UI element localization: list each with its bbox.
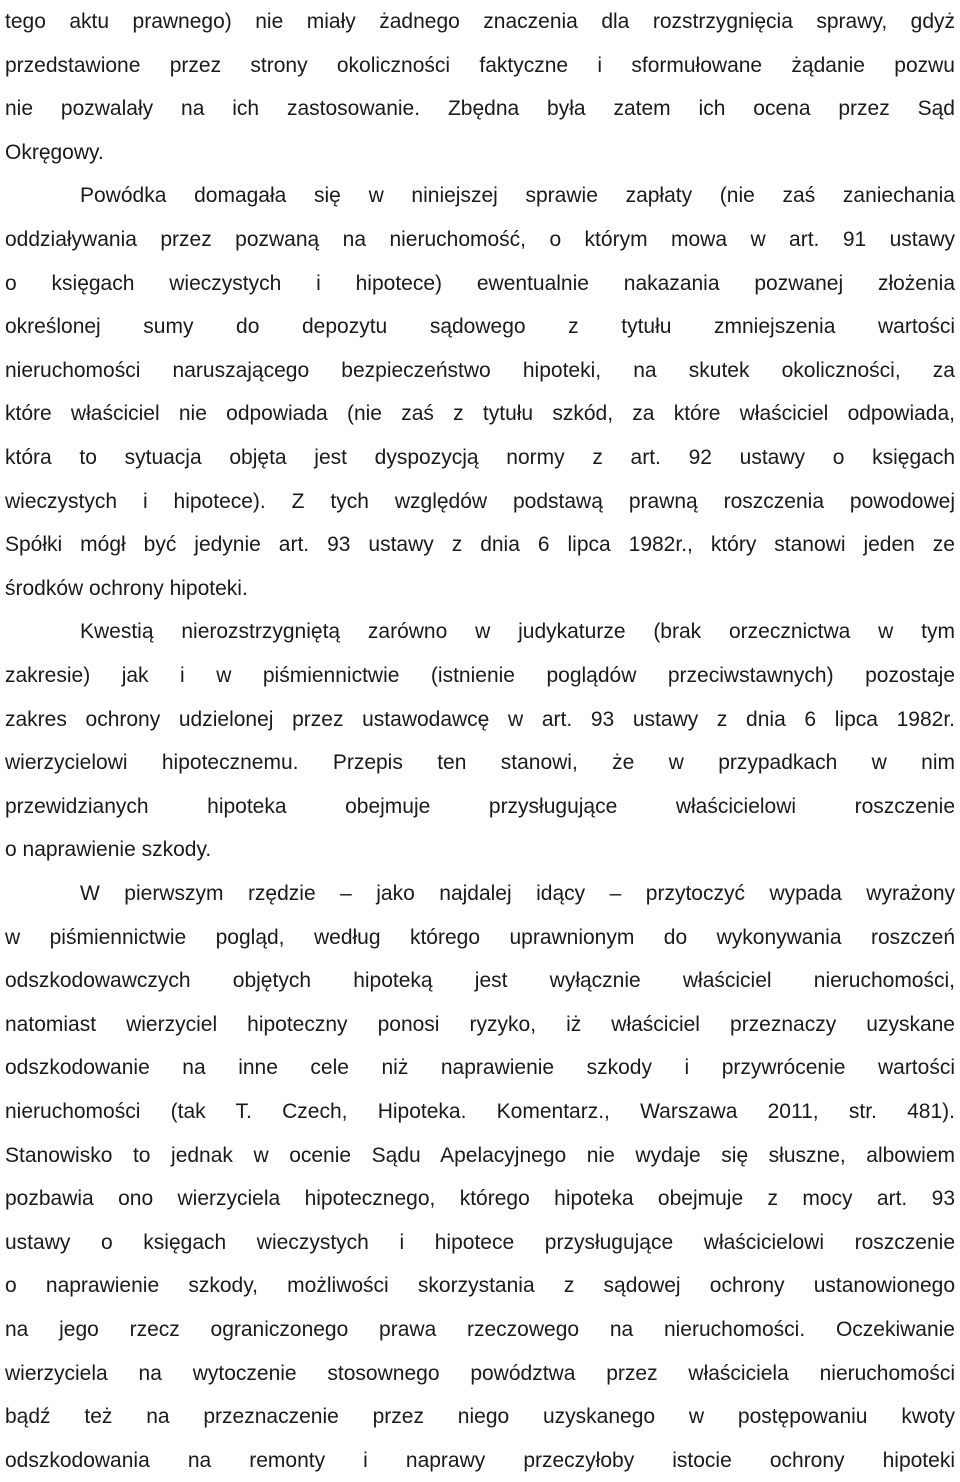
text-line: Kwestią nierozstrzygniętą zarówno w judykaturze (brak orzecznictwa w tym xyxy=(80,620,955,644)
text-line: Okręgowy. xyxy=(5,140,104,164)
text-line: oddziaływania przez pozwaną na nieruchomość, o którym mowa w art. 91 ustawy xyxy=(5,228,955,251)
text-line: określonej sumy do depozytu sądowego z tytułu zmniejszenia wartości xyxy=(5,315,955,339)
text-line: zakres ochrony udzielonej przez ustawodawcę w art. 93 ustawy z dnia 6 lipca 1982r. xyxy=(5,707,955,731)
text-line: natomiast wierzyciel hipoteczny ponosi ryzyko, iż właściciel przeznaczy uzyskane xyxy=(5,1012,955,1036)
text-line: które właściciel nie odpowiada (nie zaś z tytułu szkód, za które właściciel odpowiada, xyxy=(5,402,955,426)
text-line: wierzycielowi hipotecznemu. Przepis ten stanowi, że w przypadkach w nim xyxy=(5,751,955,775)
text-line: ustawy o księgach wieczystych i hipotece przysługujące właścicielowi roszczenie xyxy=(5,1230,955,1254)
text-line: o naprawienie szkody, możliwości skorzystania z sądowej ochrony ustanowionego xyxy=(5,1274,955,1298)
text-line: wieczystych i hipotece). Z tych względów podstawą prawną roszczenia powodowej xyxy=(5,489,955,513)
text-line: Powódka domagała się w niniejszej sprawie zapłaty (nie zaś zaniechania xyxy=(80,184,955,208)
text-line: środków ochrony hipoteki. xyxy=(5,576,248,600)
text-line: tego aktu prawnego) nie miały żadnego znaczenia dla rozstrzygnięcia sprawy, gdyż xyxy=(5,10,955,33)
text-line: o księgach wieczystych i hipotece) ewentualnie nakazania pozwanej złożenia xyxy=(5,271,955,295)
text-line: wierzyciela na wytoczenie stosownego powództwa przez właściciela nieruchomości xyxy=(5,1361,955,1385)
text-line: odszkodowania na remonty i naprawy przeczyłoby istocie ochrony hipoteki xyxy=(5,1448,955,1472)
text-line: nieruchomości naruszającego bezpieczeństwo hipoteki, na skutek okoliczności, za xyxy=(5,358,955,382)
text-line: na jego rzecz ograniczonego prawa rzeczowego na nieruchomości. Oczekiwanie xyxy=(5,1318,955,1341)
text-line: bądź też na przeznaczenie przez niego uzyskanego w postępowaniu kwoty xyxy=(5,1405,955,1429)
text-line: W pierwszym rzędzie – jako najdalej idący – przytoczyć wypada wyrażony xyxy=(80,882,955,905)
text-line: o naprawienie szkody. xyxy=(5,838,212,862)
text-line: Stanowisko to jednak w ocenie Sądu Apelacyjnego nie wydaje się słuszne, albowiem xyxy=(5,1143,955,1167)
text-line: która to sytuacja objęta jest dyspozycją normy z art. 92 ustawy o księgach xyxy=(5,446,955,469)
text-line: przedstawione przez strony okoliczności faktyczne i sformułowane żądanie pozwu xyxy=(5,53,955,77)
text-line: w piśmiennictwie pogląd, według którego uprawnionym do wykonywania roszczeń xyxy=(5,925,955,949)
text-line: nie pozwalały na ich zastosowanie. Zbędna była zatem ich ocena przez Sąd xyxy=(5,97,955,121)
text-line: zakresie) jak i w piśmiennictwie (istnienie poglądów przeciwstawnych) pozostaje xyxy=(5,664,955,687)
text-line: odszkodowanie na inne cele niż naprawienie szkody i przywrócenie wartości xyxy=(5,1056,955,1080)
text-line: nieruchomości (tak T. Czech, Hipoteka. Komentarz., Warszawa 2011, str. 481). xyxy=(5,1100,955,1123)
text-line: przewidzianych hipoteka obejmuje przysługujące właścicielowi roszczenie xyxy=(5,794,955,818)
text-line: pozbawia ono wierzyciela hipotecznego, którego hipoteka obejmuje z mocy art. 93 xyxy=(5,1187,955,1211)
text-line: odszkodowawczych objętych hipoteką jest wyłącznie właściciel nieruchomości, xyxy=(5,969,955,993)
text-line: Spółki mógł być jedynie art. 93 ustawy z dnia 6 lipca 1982r., który stanowi jeden ze xyxy=(5,533,955,557)
